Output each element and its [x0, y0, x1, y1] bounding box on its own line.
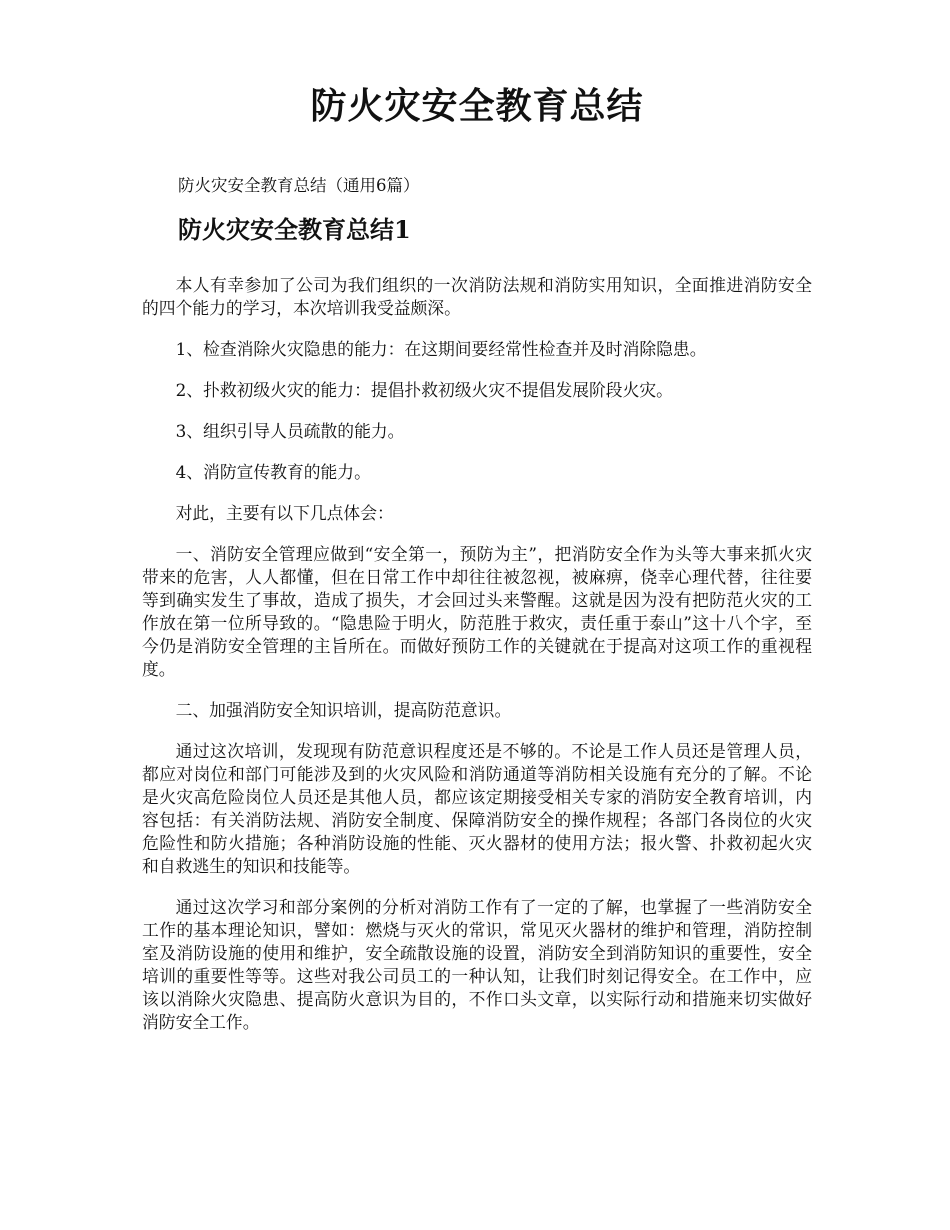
document-subtitle: 防火灾安全教育总结（通用6篇）	[178, 176, 420, 195]
paragraph-reflection-intro: 对此，主要有以下几点体会：	[175, 503, 394, 523]
document-title: 防火灾安全教育总结	[310, 85, 644, 127]
paragraph-reflection-2: 二、加强消防安全知识培训，提高防范意识。	[175, 700, 512, 720]
paragraph-intro: 本人有幸参加了公司为我们组织的一次消防法规和消防实用知识，全面推进消防安全的四个能力的学习，本次培训我受益颇深。	[142, 275, 812, 318]
paragraph-reflection-1: 一、消防安全管理应做到“安全第一，预防为主”，把消防安全作为头等大事来抓火灾带来的危害，人人都懂，但在日常工作中却往往被忽视，被麻痹，侥幸心理代替，往往要等到确实发生了事故，造成了损失，才会回过头来警醒。这就是因为没有把防范火灾的工作放在第一位所导致的。“隐患险于明火，防范胜于救灾，责任重于泰山”这十八个字，至今仍是消防安全管理的主旨所在。而做好预防工作的关键就在于提高对这项工作的重视程度。	[142, 544, 812, 679]
document-page	[142, 0, 812, 1052]
paragraph-point-2: 2、扑救初级火灾的能力：提倡扑救初级火灾不提倡发展阶段火灾。	[175, 380, 673, 400]
body-paragraphs	[142, 274, 812, 1034]
section-heading: 防火灾安全教育总结1	[178, 215, 411, 244]
paragraph-conclusion: 通过这次学习和部分案例的分析对消防工作有了一定的了解，也掌握了一些消防安全工作的基本理论知识，譬如：燃烧与灭火的常识，常见灭火器材的维护和管理，消防控制室及消防设施的使用和维护，安全疏散设施的设置，消防安全到消防知识的重要性，安全培训的重要性等等。这些对我公司员工的一种认知，让我们时刻记得安全。在工作中，应该以消除火灾隐患、提高防火意识为目的，不作口头文章，以实际行动和措施来切实做好消防安全工作。	[142, 897, 812, 1032]
paragraph-training: 通过这次培训，发现现有防范意识程度还是不够的。不论是工作人员还是管理人员，都应对岗位和部门可能涉及到的火灾风险和消防通道等消防相关设施有充分的了解。不论是火灾高危险岗位人员还是其他人员，都应该定期接受相关专家的消防安全教育培训，内容包括：有关消防法规、消防安全制度、保障消防安全的操作规程；各部门各岗位的火灾危险性和防火措施；各种消防设施的性能、灭火器材的使用方法；报火警、扑救初起火灾和自救逃生的知识和技能等。	[142, 741, 812, 876]
paragraph-point-1: 1、检查消除火灾隐患的能力：在这期间要经常性检查并及时消除隐患。	[175, 339, 707, 359]
paragraph-point-3: 3、组织引导人员疏散的能力。	[175, 421, 405, 441]
paragraph-point-4: 4、消防宣传教育的能力。	[175, 462, 371, 482]
